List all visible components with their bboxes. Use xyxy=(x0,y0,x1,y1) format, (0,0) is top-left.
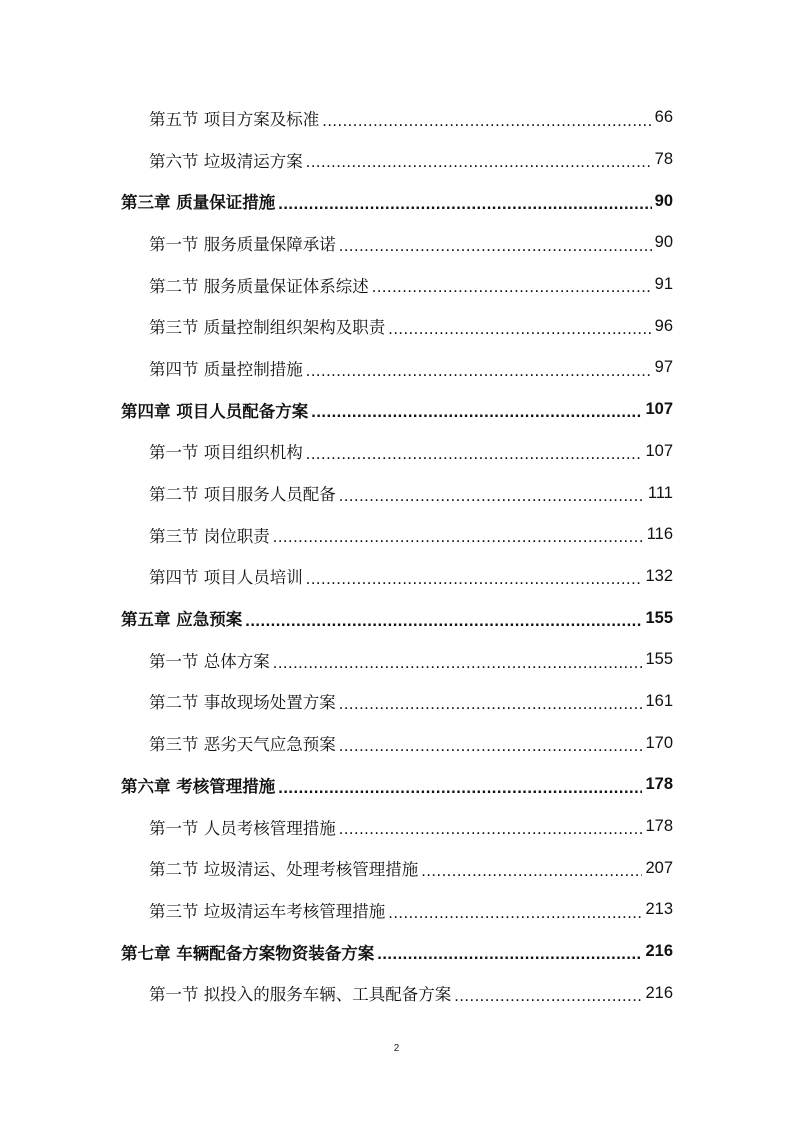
toc-entry-title: 第二节 项目服务人员配备 xyxy=(149,485,336,505)
toc-entry-page: 178 xyxy=(645,775,673,794)
toc-entry-title: 第五章 应急预案 xyxy=(121,610,243,630)
toc-entry-page: 216 xyxy=(645,942,673,961)
page-number: 2 xyxy=(393,1043,400,1054)
toc-section-entry[interactable] xyxy=(0,347,793,389)
toc-entry-page: 170 xyxy=(645,733,673,752)
dot-leader xyxy=(339,238,652,255)
toc-section-entry[interactable] xyxy=(0,889,793,931)
toc-entry-title: 第三节 垃圾清运车考核管理措施 xyxy=(149,901,386,921)
toc-entry-title: 第五节 项目方案及标准 xyxy=(149,109,320,129)
toc-entry-page: 216 xyxy=(645,983,673,1002)
toc-entry-page: 161 xyxy=(645,691,673,710)
dot-leader xyxy=(278,196,651,213)
toc-section-entry[interactable] xyxy=(0,847,793,889)
toc-section-entry[interactable] xyxy=(0,639,793,681)
dot-leader xyxy=(454,988,642,1005)
toc-entry-title: 第二节 服务质量保证体系综述 xyxy=(149,276,369,296)
dot-leader xyxy=(372,279,652,296)
toc-entry-page: 132 xyxy=(645,566,673,585)
toc-section-entry[interactable] xyxy=(0,514,793,556)
toc-section-entry[interactable] xyxy=(0,556,793,598)
toc-entry-page: 78 xyxy=(654,150,673,169)
table-of-contents xyxy=(0,97,793,1014)
toc-entry-title: 第一节 拟投入的服务车辆、工具配备方案 xyxy=(149,985,452,1005)
toc-entry-title: 第三节 岗位职责 xyxy=(149,526,270,546)
toc-chapter-entry[interactable] xyxy=(0,389,793,431)
toc-entry-page: 97 xyxy=(654,358,673,377)
toc-entry-title: 第一节 人员考核管理措施 xyxy=(149,818,336,838)
dot-leader xyxy=(278,780,642,797)
dot-leader xyxy=(306,154,652,171)
dot-leader xyxy=(273,655,643,672)
dot-leader xyxy=(377,946,642,963)
toc-entry-page: 91 xyxy=(654,275,673,294)
toc-entry-page: 107 xyxy=(645,441,673,460)
toc-chapter-entry[interactable] xyxy=(0,180,793,222)
toc-section-entry[interactable] xyxy=(0,806,793,848)
toc-entry-page: 90 xyxy=(654,191,673,210)
toc-entry-title: 第六节 垃圾清运方案 xyxy=(149,151,303,171)
dot-leader xyxy=(339,696,643,713)
toc-section-entry[interactable] xyxy=(0,139,793,181)
dot-leader xyxy=(388,905,642,922)
toc-entry-page: 116 xyxy=(646,525,673,544)
dot-leader xyxy=(339,821,643,838)
toc-section-entry[interactable] xyxy=(0,97,793,139)
dot-leader xyxy=(273,529,644,546)
toc-chapter-entry[interactable] xyxy=(0,597,793,639)
toc-entry-title: 第四章 项目人员配备方案 xyxy=(121,401,309,421)
toc-entry-title: 第四节 质量控制措施 xyxy=(149,359,303,379)
toc-entry-title: 第七章 车辆配备方案物资装备方案 xyxy=(121,943,375,963)
toc-entry-page: 111 xyxy=(647,483,673,502)
toc-entry-title: 第二节 垃圾清运、处理考核管理措施 xyxy=(149,860,419,880)
toc-section-entry[interactable] xyxy=(0,222,793,264)
toc-entry-page: 66 xyxy=(654,108,673,127)
toc-entry-page: 90 xyxy=(654,233,673,252)
toc-entry-page: 207 xyxy=(645,858,673,877)
dot-leader xyxy=(339,738,643,755)
toc-chapter-entry[interactable] xyxy=(0,931,793,973)
dot-leader xyxy=(245,613,642,630)
toc-section-entry[interactable] xyxy=(0,431,793,473)
toc-entry-title: 第六章 考核管理措施 xyxy=(121,776,276,796)
toc-section-entry[interactable] xyxy=(0,305,793,347)
dot-leader xyxy=(421,863,642,880)
toc-section-entry[interactable] xyxy=(0,722,793,764)
toc-entry-page: 155 xyxy=(645,650,673,669)
toc-entry-title: 第一节 总体方案 xyxy=(149,651,270,671)
toc-section-entry[interactable] xyxy=(0,681,793,723)
dot-leader xyxy=(322,113,651,130)
dot-leader xyxy=(306,363,652,380)
toc-entry-title: 第三节 恶劣天气应急预案 xyxy=(149,735,336,755)
dot-leader xyxy=(388,321,651,338)
toc-section-entry[interactable] xyxy=(0,264,793,306)
dot-leader xyxy=(306,571,643,588)
toc-entry-page: 96 xyxy=(654,316,673,335)
toc-entry-title: 第一节 项目组织机构 xyxy=(149,443,303,463)
dot-leader xyxy=(339,488,645,505)
toc-entry-page: 213 xyxy=(645,900,673,919)
toc-entry-title: 第四节 项目人员培训 xyxy=(149,568,303,588)
toc-section-entry[interactable] xyxy=(0,472,793,514)
toc-entry-title: 第三节 质量控制组织架构及职责 xyxy=(149,318,386,338)
toc-section-entry[interactable] xyxy=(0,972,793,1014)
toc-entry-page: 107 xyxy=(645,400,673,419)
toc-entry-page: 178 xyxy=(645,817,673,836)
toc-entry-title: 第三章 质量保证措施 xyxy=(121,193,276,213)
toc-chapter-entry[interactable] xyxy=(0,764,793,806)
toc-entry-title: 第二节 事故现场处置方案 xyxy=(149,693,336,713)
dot-leader xyxy=(311,404,642,421)
toc-entry-title: 第一节 服务质量保障承诺 xyxy=(149,234,336,254)
toc-entry-page: 155 xyxy=(645,608,673,627)
dot-leader xyxy=(306,446,643,463)
